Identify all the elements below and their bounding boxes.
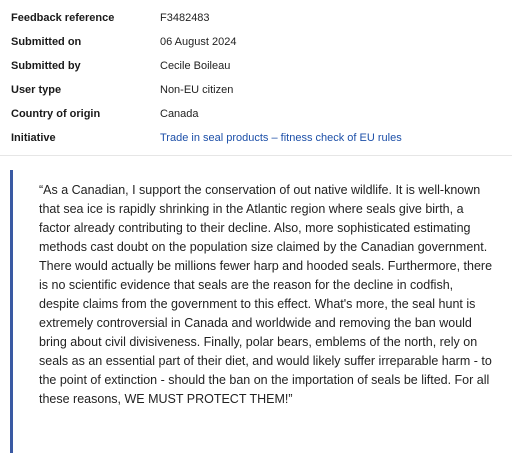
- detail-label: Feedback reference: [11, 12, 115, 24]
- feedback-quote-block: [10, 170, 498, 453]
- feedback-details-table: [0, 6, 512, 150]
- country-of-origin-value: Canada: [160, 108, 199, 120]
- detail-row-country-of-origin: [0, 102, 512, 126]
- detail-row-user-type: [0, 78, 512, 102]
- detail-label: Submitted on: [11, 36, 82, 48]
- feedback-text: “As a Canadian, I support the conservation of out native wildlife. It is well-known that sea ice is rapidly shrinking in the Atlantic region where seals give birth, a factor already contributing to their decline. Also, more sophisticated estimating methods cast doubt on the population size claimed by the Canadian government. There would actually be millions fewer harp and hooded seals. Furthermore, there is no scientific evidence that seals are the reason for the decline in codfish, despite claims from the government to this effect. What's more, the seal hunt is extremely controversial in Canada and worldwide and removing the ban would bring about civil divisiveness. Finally, polar bears, emblems of the north, rely on seals as an essential part of their diet, and would likely suffer irreparable harm - to the point of extinction - should the ban on the importation of seals be lifted. For all these reasons, WE MUST PROTECT THEM!”: [39, 183, 493, 406]
- detail-label: Submitted by: [11, 60, 81, 72]
- submitted-by-value: Cecile Boileau: [160, 60, 231, 72]
- submitted-on-value: 06 August 2024: [160, 36, 237, 48]
- detail-row-submitted-on: [0, 30, 512, 54]
- detail-label: Country of origin: [11, 108, 101, 120]
- detail-row-feedback-reference: [0, 6, 512, 30]
- detail-label: Initiative: [11, 132, 56, 144]
- detail-label: User type: [11, 84, 62, 96]
- user-type-value: Non-EU citizen: [160, 84, 234, 96]
- detail-row-initiative: [0, 126, 512, 150]
- detail-row-submitted-by: [0, 54, 512, 78]
- initiative-link[interactable]: Trade in seal products – fitness check of EU rules: [160, 132, 402, 144]
- feedback-reference-value: F3482483: [160, 12, 210, 24]
- section-divider: [0, 155, 512, 156]
